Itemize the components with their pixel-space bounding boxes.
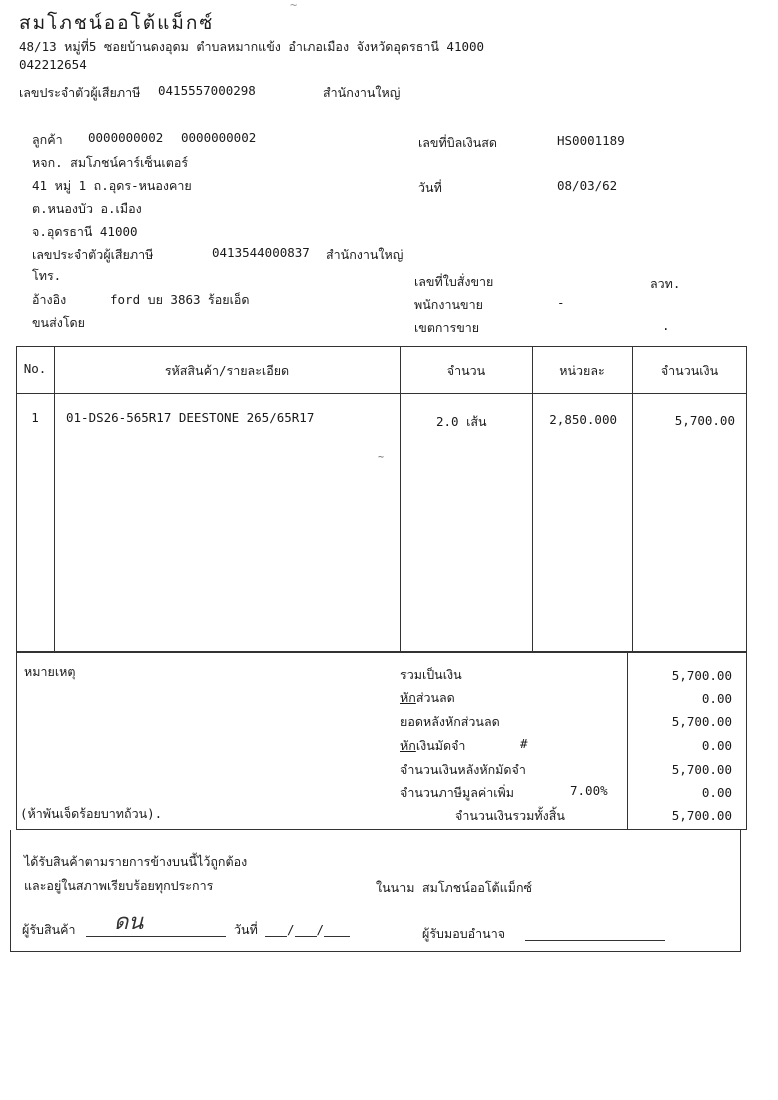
grand-total-value: 5,700.00 [671, 808, 732, 823]
footer-date-label: วันที่ [234, 922, 258, 937]
header-unit-price: หน่วยละ [559, 363, 605, 378]
after-deposit-label: จำนวนเงินหลังหักมัดจำ [400, 762, 526, 777]
date-label: วันที่ [418, 180, 442, 195]
authorized-signature-line [525, 926, 665, 941]
after-discount-label: ยอดหลังหักส่วนลด [400, 714, 500, 729]
sales-order-extra: ลวท. [650, 276, 681, 291]
receiver-signature-line [86, 922, 226, 937]
row-unit-price: 2,850.000 [549, 412, 617, 427]
scan-mark: ~ [290, 0, 298, 12]
sales-area-value: . [662, 318, 670, 333]
company-branch: สำนักงานใหญ่ [323, 85, 401, 100]
invoice-date: 08/03/62 [557, 178, 618, 193]
col-divider [400, 346, 401, 652]
receiver-label: ผู้รับสินค้า [22, 922, 76, 937]
customer-ref-label: อ้างอิง [32, 292, 67, 307]
customer-phone-label: โทร. [32, 268, 62, 283]
summary-divider [627, 652, 628, 830]
vat-rate: 7.00% [570, 783, 608, 798]
vat-value: 0.00 [701, 785, 732, 800]
after-deposit-value: 5,700.00 [671, 762, 732, 777]
salesperson-label: พนักงานขาย [414, 297, 483, 312]
company-phone: 042212654 [19, 57, 87, 72]
header-no: No. [23, 361, 47, 376]
company-tax-id: 0415557000298 [158, 83, 256, 98]
customer-address-1: 41 หมู่ 1 ถ.อุดร-หนองคาย [32, 178, 192, 193]
row-amount: 5,700.00 [674, 413, 735, 428]
customer-name: หจก. สมโภชน์คาร์เซ็นเตอร์ [32, 155, 189, 170]
customer-code-2: 0000000002 [181, 130, 257, 145]
customer-ship-label: ขนส่งโดย [32, 315, 85, 330]
sales-area-label: เขตการขาย [414, 320, 480, 335]
subtotal-value: 5,700.00 [671, 668, 732, 683]
received-line-2: และอยู่ในสภาพเรียบร้อยทุกประการ [24, 878, 214, 893]
grand-total-label: จำนวนเงินรวมทั้งสิ้น [455, 808, 565, 823]
deposit-value: 0.00 [701, 738, 732, 753]
customer-address-3: จ.อุดรธานี 41000 [32, 224, 138, 239]
header-description: รหัสสินค้า/รายละเอียด [164, 363, 290, 378]
company-tax-label: เลขประจำตัวผู้เสียภาษี [19, 85, 141, 100]
discount-value: 0.00 [701, 691, 732, 706]
customer-code-1: 0000000002 [88, 130, 164, 145]
authorized-label: ผู้รับมอบอำนาจ [422, 926, 506, 941]
customer-address-2: ต.หนองบัว อ.เมือง [32, 201, 142, 216]
footer-date-blank: / / [265, 922, 350, 937]
company-address: 48/13 หมู่ที่5 ซอยบ้านดงอุดม ตำบลหมากแข้ง อำเภอเมือง จังหวัดอุดรธานี 41000 [19, 39, 485, 54]
customer-branch: สำนักงานใหญ่ [326, 247, 404, 262]
row-quantity: 2.0 เส้น [436, 414, 487, 429]
row-no: 1 [31, 410, 39, 425]
bill-no: HS0001189 [557, 133, 625, 148]
sales-order-label: เลขที่ใบสั่งขาย [414, 274, 494, 289]
header-quantity: จำนวน [446, 363, 486, 378]
customer-tax-id: 0413544000837 [212, 245, 310, 260]
customer-ref-value: ford บย 3863 ร้อยเอ็ด [110, 292, 250, 307]
col-divider [54, 346, 55, 652]
bill-no-label: เลขที่บิลเงินสด [418, 135, 497, 150]
amount-in-words: (ห้าพันเจ็ดร้อยบาทถ้วน). [20, 806, 163, 821]
deposit-label: หักเงินมัดจำ [400, 738, 466, 753]
row-description: 01-DS26-565R17 DEESTONE 265/65R17 [66, 410, 315, 425]
received-line-1: ได้รับสินค้าตามรายการข้างบนนี้ไว้ถูกต้อง [24, 854, 248, 869]
receiver-signature: ดน [114, 910, 144, 935]
deposit-hash: # [520, 736, 528, 751]
subtotal-label: รวมเป็นเงิน [400, 667, 462, 682]
scan-mark: ~ [378, 452, 385, 463]
col-divider [632, 346, 633, 652]
company-name: สมโภชน์ออโต้แม็กซ์ [19, 12, 215, 34]
customer-label: ลูกค้า [32, 132, 63, 147]
after-discount-value: 5,700.00 [671, 714, 732, 729]
col-divider [532, 346, 533, 652]
remark-label: หมายเหตุ [24, 664, 76, 679]
table-header-divider [16, 393, 747, 394]
items-table [16, 346, 747, 652]
salesperson-value: - [557, 295, 565, 310]
customer-tax-label: เลขประจำตัวผู้เสียภาษี [32, 247, 154, 262]
on-behalf-of: ในนาม สมโภชน์ออโต้แม็กซ์ [376, 880, 533, 895]
discount-label: หักส่วนลด [400, 690, 455, 705]
header-amount: จำนวนเงิน [660, 363, 719, 378]
vat-label: จำนวนภาษีมูลค่าเพิ่ม [400, 785, 514, 800]
